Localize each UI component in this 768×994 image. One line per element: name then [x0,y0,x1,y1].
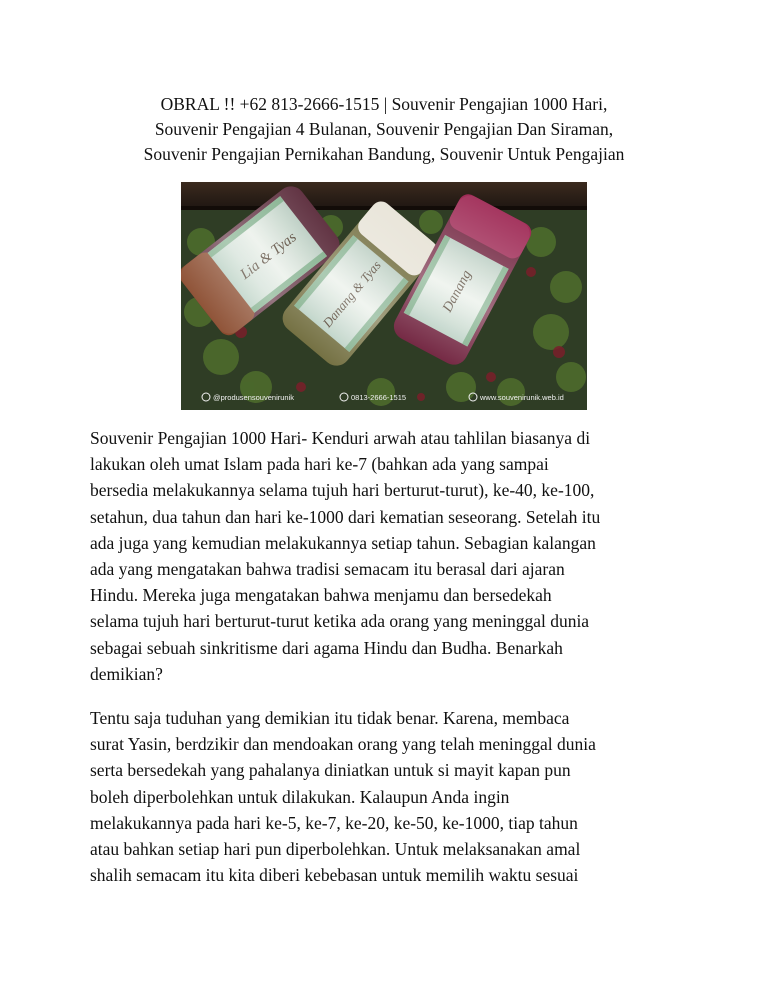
text-line: ada yang mengatakan bahwa tradisi semacam itu berasal dari ajaran [90,559,565,580]
text-line: Souvenir Pengajian 1000 Hari- Kenduri arwah atau tahlilan biasanya di [90,428,591,448]
text-line: lakukan oleh umat Islam pada hari ke-7 (bahkan ada yang sampai [90,454,549,475]
text-line: Hindu. Mereka juga mengatakan bahwa menjamu dan bersedekah [90,585,552,606]
text-line: setahun, dua tahun dan hari ke-1000 dari kematian seseorang. Setelah itu [90,506,601,527]
text-line: bersedia melakukannya selama tujuh hari berturut-turut), ke-40, ke-100, [90,480,595,501]
watermark-instagram: @produsensouvenirunik [213,393,294,402]
title-line: Souvenir Pengajian 4 Bulanan, Souvenir Pengajian Dan Siraman, [154,119,614,139]
paragraph-1 [90,425,690,687]
text-line: melakukannya pada hari ke-5, ke-7, ke-20, ke-50, ke-1000, tiap tahun [90,812,578,833]
text-line: Tentu saja tuduhan yang demikian itu tidak benar. Karena, membaca [90,708,570,728]
text-line: sebagai sebuah sinkritisme dari agama Hindu dan Budha. Benarkah [90,637,563,658]
text-line: demikian? [90,663,163,684]
document-title [90,92,678,167]
title-line: Souvenir Pengajian Pernikahan Bandung, Souvenir Untuk Pengajian [143,144,625,164]
text-line: ada juga yang kemudian melakukannya setiap tahun. Sebagian kalangan [90,532,596,553]
watermark-phone: 0813-2666-1515 [351,393,407,402]
watermark-web: www.souvenirunik.web.id [480,393,564,402]
text-line: shalih semacam itu kita diberi kebebasan untuk memilih waktu sesuai [90,865,579,886]
paragraph-2 [90,705,690,888]
text-line: surat Yasin, berdzikir dan mendoakan orang yang telah meninggal dunia [90,734,596,755]
text-line: atau bahkan setiap hari pun diperbolehkan. Untuk melaksanakan amal [90,839,581,860]
title-line: OBRAL !! +62 813-2666-1515 | Souvenir Pengajian 1000 Hari, [160,94,608,114]
text-line: boleh diperbolehkan untuk dilakukan. Kalaupun Anda ingin [90,786,510,807]
text-line: serta bersedekah yang pahalanya diniatkan untuk si mayit kapan pun [90,760,571,781]
product-photo [181,182,587,410]
text-line: selama tujuh hari berturut-turut ketika ada orang yang meninggal dunia [90,611,590,632]
